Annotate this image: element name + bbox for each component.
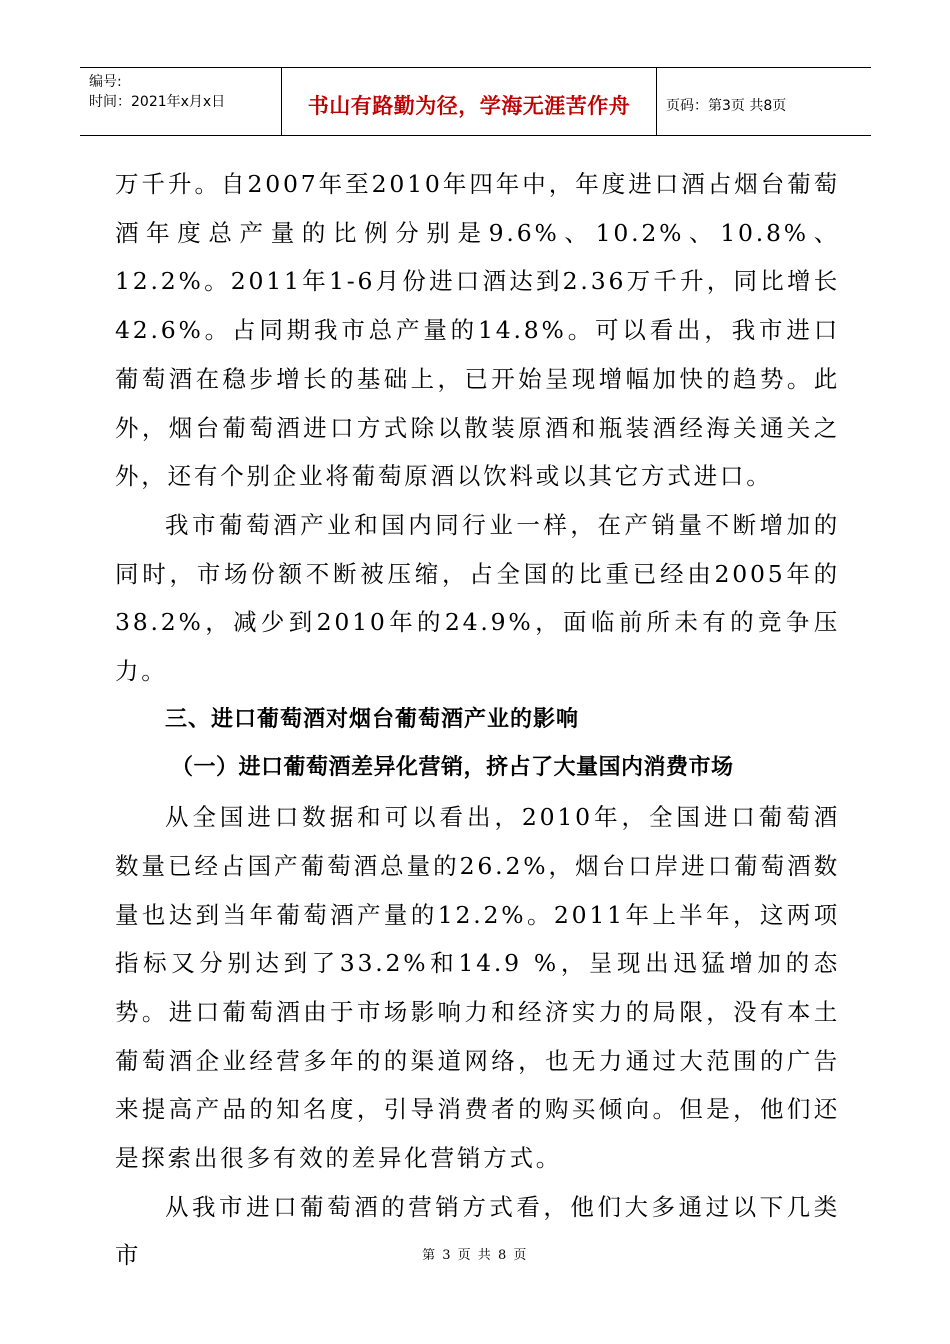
subsection-heading: （一）进口葡萄酒差异化营销，挤占了大量国内消费市场 [171,755,734,781]
document-body [115,160,840,1280]
header-meta [80,68,282,135]
paragraph-marketing: 从我市进口葡萄酒的营销方式看，他们大多通过以下几类市 [115,1192,840,1270]
header-motto: 书山有路勤为径，学海无涯苦作舟 [282,68,657,135]
document-header [80,67,871,136]
document-number: 编号: [89,74,122,90]
paragraph-import-data: 从全国进口数据和可以看出，2010年，全国进口葡萄酒数量已经占国产葡萄酒总量的26.2%，烟台口岸进口葡萄酒数量也达到当年葡萄酒产量的12.2%。2011年上半年，这两项指标又分别达到了33.2%和14.9 %，呈现出迅猛增加的态势。进口葡萄酒由于市场影响力和经济实力的局限，没有本土葡萄酒企业经营多年的的渠道网络，也无力通过大范围的广告来提高产品的知名度，引导消费者的购买倾向。但是，他们还是探索出很多有效的差异化营销方式。 [115,803,840,1173]
paragraph-continued: 万千升。自2007年至2010年四年中，年度进口酒占烟台葡萄酒年度总产量的比例分别是9.6%、10.2%、10.8%、12.2%。2011年1-6月份进口酒达到2.36万千升，同比增长42.6%。占同期我市总产量的14.8%。可以看出，我市进口葡萄酒在稳步增长的基础上，已开始呈现增幅加快的趋势。此外，烟台葡萄酒进口方式除以散装原酒和瓶装酒经海关通关之外，还有个别企业将葡萄原酒以饮料或以其它方式进口。 [115,170,840,491]
section-heading: 三、进口葡萄酒对烟台葡萄酒产业的影响 [165,706,580,732]
header-page-info: 页码：第3页 共8页 [666,97,787,114]
page-footer: 第 3 页 共 8 页 [422,1248,528,1263]
document-time: 时间：2021年x月x日 [89,94,226,110]
paragraph-market-share: 我市葡萄酒产业和国内同行业一样，在产销量不断增加的同时，市场份额不断被压缩，占全国的比重已经由2005年的38.2%，减少到2010年的24.9%，面临前所未有的竞争压力。 [115,510,840,686]
